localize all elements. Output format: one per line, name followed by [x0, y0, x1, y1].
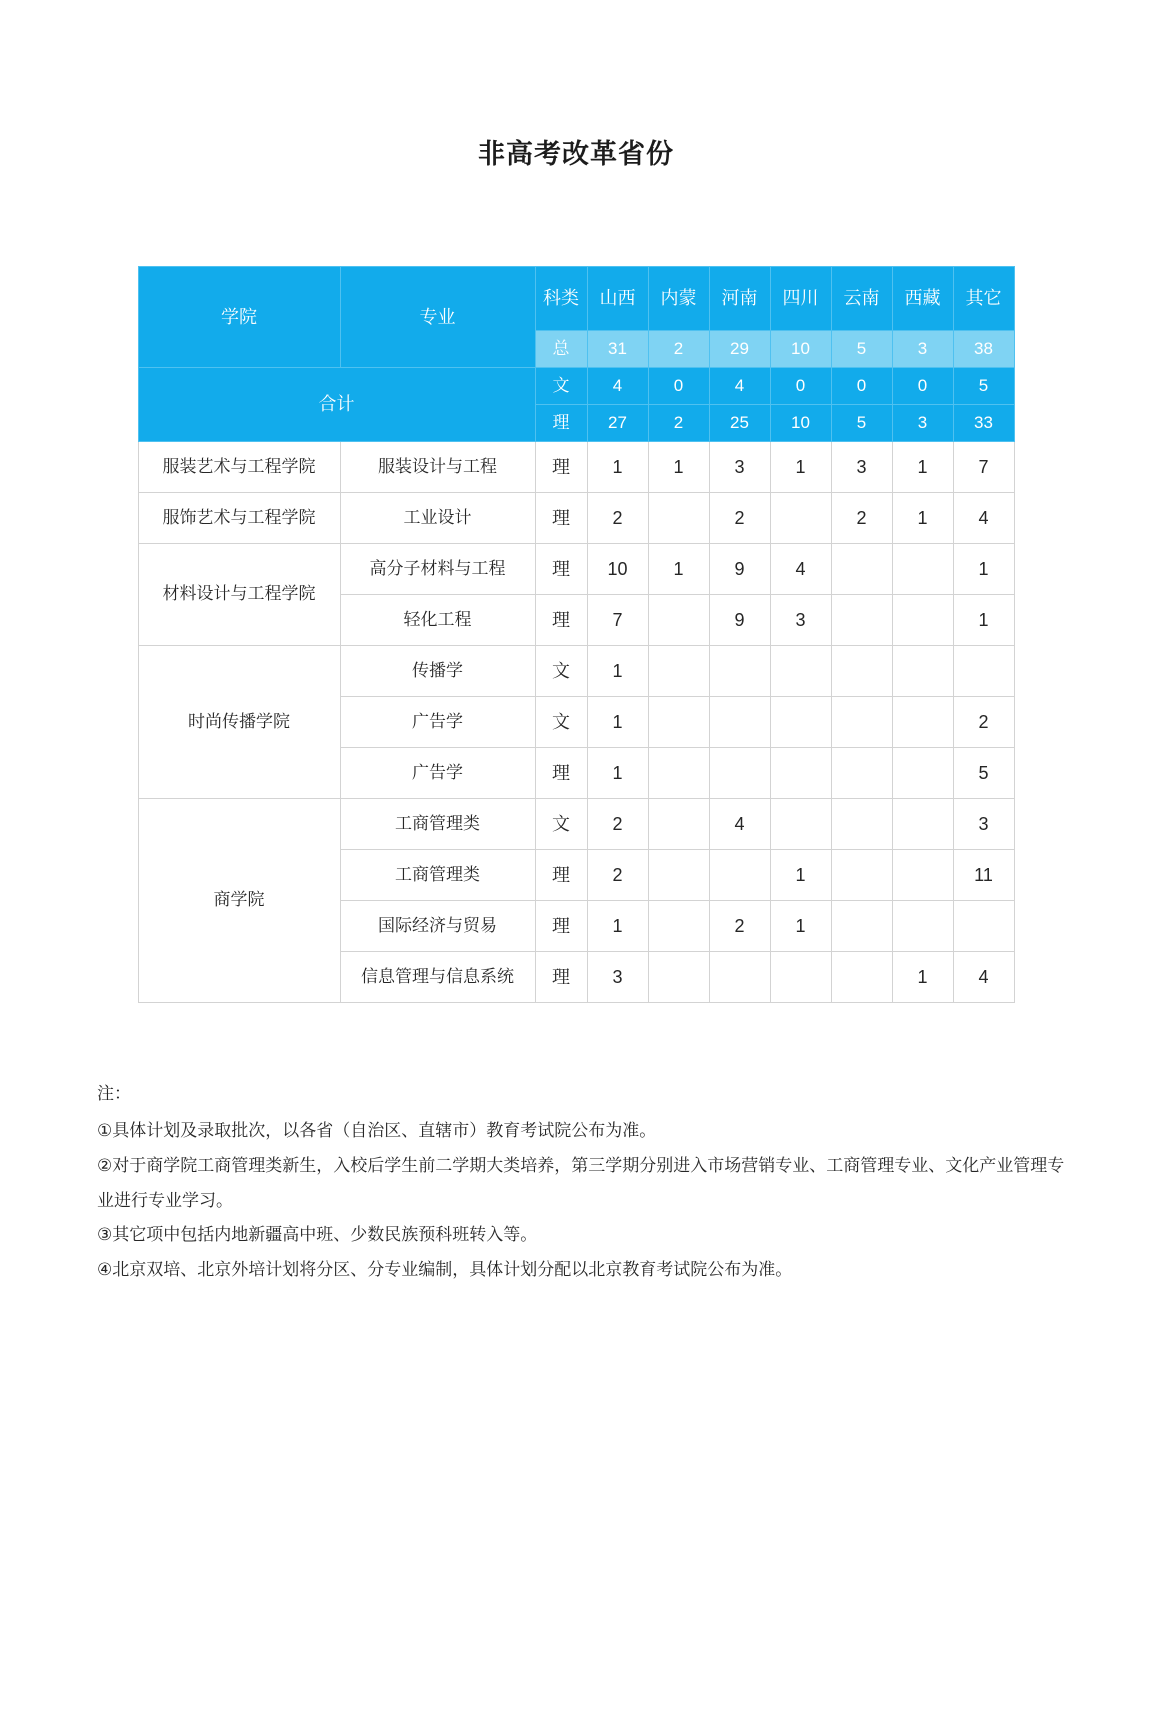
header-major: 专业: [340, 267, 535, 368]
cell-sichuan: 3: [770, 595, 831, 646]
cell-shanxi: 1: [587, 646, 648, 697]
cell-sichuan: [770, 952, 831, 1003]
cell-yunnan: [831, 595, 892, 646]
header-province-neimeng: 内蒙: [648, 267, 709, 331]
cell-shanxi: 7: [587, 595, 648, 646]
cell-major: 传播学: [340, 646, 535, 697]
cell-henan: 9: [709, 595, 770, 646]
cell-henan: 3: [709, 442, 770, 493]
summary-li-neimeng: 2: [648, 405, 709, 442]
summary-li-xizang: 3: [892, 405, 953, 442]
cell-sichuan: 4: [770, 544, 831, 595]
cell-henan: 4: [709, 799, 770, 850]
cell-sichuan: 1: [770, 442, 831, 493]
cell-yunnan: [831, 748, 892, 799]
cell-yunnan: 3: [831, 442, 892, 493]
cell-other: 4: [953, 493, 1014, 544]
summary-zong-henan: 29: [709, 331, 770, 368]
cell-yunnan: [831, 646, 892, 697]
cell-major: 轻化工程: [340, 595, 535, 646]
cell-kelei: 理: [535, 493, 587, 544]
cell-xizang: 1: [892, 442, 953, 493]
cell-kelei: 理: [535, 952, 587, 1003]
cell-other: 2: [953, 697, 1014, 748]
summary-zong-shanxi: 31: [587, 331, 648, 368]
cell-henan: 2: [709, 493, 770, 544]
cell-shanxi: 1: [587, 748, 648, 799]
summary-wen-shanxi: 4: [587, 368, 648, 405]
page-title: 非高考改革省份: [478, 139, 674, 169]
table-row: [138, 646, 1014, 697]
cell-shanxi: 1: [587, 901, 648, 952]
summary-wen-yunnan: 0: [831, 368, 892, 405]
cell-major: 工商管理类: [340, 799, 535, 850]
header-province-henan: 河南: [709, 267, 770, 331]
cell-other: 5: [953, 748, 1014, 799]
cell-neimeng: [648, 595, 709, 646]
cell-henan: 2: [709, 901, 770, 952]
cell-yunnan: 2: [831, 493, 892, 544]
cell-xizang: [892, 799, 953, 850]
cell-other: 3: [953, 799, 1014, 850]
summary-kelei-li: 理: [535, 405, 587, 442]
summary-li-sichuan: 10: [770, 405, 831, 442]
cell-xizang: [892, 646, 953, 697]
header-province-shanxi: 山西: [587, 267, 648, 331]
cell-kelei: 理: [535, 901, 587, 952]
cell-college: 服装艺术与工程学院: [138, 442, 340, 493]
summary-total-label: 合计: [138, 368, 535, 442]
summary-kelei-zong: 总: [535, 331, 587, 368]
cell-xizang: [892, 748, 953, 799]
cell-other: 1: [953, 595, 1014, 646]
header-college: 学院: [138, 267, 340, 368]
cell-major: 高分子材料与工程: [340, 544, 535, 595]
cell-yunnan: [831, 901, 892, 952]
cell-shanxi: 1: [587, 442, 648, 493]
cell-xizang: [892, 697, 953, 748]
cell-yunnan: [831, 799, 892, 850]
summary-li-henan: 25: [709, 405, 770, 442]
cell-other: 4: [953, 952, 1014, 1003]
plan-table-container: [138, 171, 1015, 1003]
cell-xizang: [892, 544, 953, 595]
table-row: [138, 799, 1014, 850]
cell-neimeng: [648, 952, 709, 1003]
cell-college: 时尚传播学院: [138, 646, 340, 799]
summary-wen-other: 5: [953, 368, 1014, 405]
cell-major: 广告学: [340, 697, 535, 748]
note-item-3: ③其它项中包括内地新疆高中班、少数民族预科班转入等。: [97, 1225, 538, 1245]
cell-sichuan: 1: [770, 850, 831, 901]
cell-shanxi: 2: [587, 799, 648, 850]
summary-zong-neimeng: 2: [648, 331, 709, 368]
cell-neimeng: [648, 697, 709, 748]
cell-shanxi: 10: [587, 544, 648, 595]
table-row: [138, 493, 1014, 544]
cell-shanxi: 2: [587, 850, 648, 901]
summary-wen-henan: 4: [709, 368, 770, 405]
cell-major: 国际经济与贸易: [340, 901, 535, 952]
cell-neimeng: [648, 850, 709, 901]
cell-xizang: [892, 595, 953, 646]
summary-wen-neimeng: 0: [648, 368, 709, 405]
cell-shanxi: 1: [587, 697, 648, 748]
cell-henan: [709, 850, 770, 901]
cell-kelei: 理: [535, 544, 587, 595]
cell-sichuan: [770, 493, 831, 544]
header-province-yunnan: 云南: [831, 267, 892, 331]
summary-wen-xizang: 0: [892, 368, 953, 405]
cell-other: [953, 646, 1014, 697]
cell-major: 工业设计: [340, 493, 535, 544]
header-row-1: [138, 267, 1014, 331]
table-header: [138, 267, 1014, 442]
summary-li-other: 33: [953, 405, 1014, 442]
header-province-xizang: 西藏: [892, 267, 953, 331]
cell-xizang: 1: [892, 493, 953, 544]
cell-yunnan: [831, 544, 892, 595]
summary-zong-other: 38: [953, 331, 1014, 368]
summary-zong-xizang: 3: [892, 331, 953, 368]
notes-section: [97, 1077, 1077, 1288]
cell-other: [953, 901, 1014, 952]
summary-wen-sichuan: 0: [770, 368, 831, 405]
cell-college: 服饰艺术与工程学院: [138, 493, 340, 544]
summary-li-shanxi: 27: [587, 405, 648, 442]
cell-neimeng: [648, 799, 709, 850]
cell-neimeng: 1: [648, 442, 709, 493]
cell-xizang: [892, 850, 953, 901]
cell-xizang: [892, 901, 953, 952]
cell-neimeng: 1: [648, 544, 709, 595]
note-item-4: ④北京双培、北京外培计划将分区、分专业编制，具体计划分配以北京教育考试院公布为准。: [97, 1260, 793, 1280]
cell-yunnan: [831, 697, 892, 748]
header-province-sichuan: 四川: [770, 267, 831, 331]
summary-zong-yunnan: 5: [831, 331, 892, 368]
header-kelei: 科类: [535, 267, 587, 331]
cell-major: 信息管理与信息系统: [340, 952, 535, 1003]
cell-other: 11: [953, 850, 1014, 901]
summary-zong-sichuan: 10: [770, 331, 831, 368]
cell-kelei: 理: [535, 748, 587, 799]
cell-college: 材料设计与工程学院: [138, 544, 340, 646]
cell-major: 服装设计与工程: [340, 442, 535, 493]
enrollment-plan-table: [138, 266, 1015, 1003]
cell-yunnan: [831, 952, 892, 1003]
cell-neimeng: [648, 493, 709, 544]
table-row: [138, 544, 1014, 595]
cell-kelei: 文: [535, 697, 587, 748]
cell-henan: [709, 748, 770, 799]
summary-li-yunnan: 5: [831, 405, 892, 442]
cell-shanxi: 3: [587, 952, 648, 1003]
cell-other: 1: [953, 544, 1014, 595]
cell-henan: [709, 952, 770, 1003]
summary-kelei-wen: 文: [535, 368, 587, 405]
summary-row-wen: [138, 368, 1014, 405]
cell-major: 广告学: [340, 748, 535, 799]
cell-henan: 9: [709, 544, 770, 595]
cell-sichuan: 1: [770, 901, 831, 952]
cell-other: 7: [953, 442, 1014, 493]
table-body: [138, 442, 1014, 1003]
cell-sichuan: [770, 799, 831, 850]
cell-kelei: 理: [535, 442, 587, 493]
cell-neimeng: [648, 901, 709, 952]
cell-kelei: 文: [535, 646, 587, 697]
cell-sichuan: [770, 697, 831, 748]
cell-kelei: 理: [535, 850, 587, 901]
cell-sichuan: [770, 646, 831, 697]
cell-kelei: 理: [535, 595, 587, 646]
table-row: [138, 442, 1014, 493]
cell-college: 商学院: [138, 799, 340, 1003]
note-item-1: ①具体计划及录取批次，以各省（自治区、直辖市）教育考试院公布为准。: [97, 1120, 657, 1140]
notes-title: 注：: [97, 1084, 131, 1103]
cell-shanxi: 2: [587, 493, 648, 544]
cell-major: 工商管理类: [340, 850, 535, 901]
note-item-2: ②对于商学院工商管理类新生，入校后学生前二学期大类培养，第三学期分别进入市场营销专业、工商管理专业、文化产业管理专业进行专业学习。: [97, 1155, 1065, 1210]
header-province-other: 其它: [953, 267, 1014, 331]
cell-neimeng: [648, 748, 709, 799]
cell-yunnan: [831, 850, 892, 901]
cell-henan: [709, 646, 770, 697]
cell-sichuan: [770, 748, 831, 799]
cell-kelei: 文: [535, 799, 587, 850]
cell-henan: [709, 697, 770, 748]
cell-xizang: 1: [892, 952, 953, 1003]
cell-neimeng: [648, 646, 709, 697]
